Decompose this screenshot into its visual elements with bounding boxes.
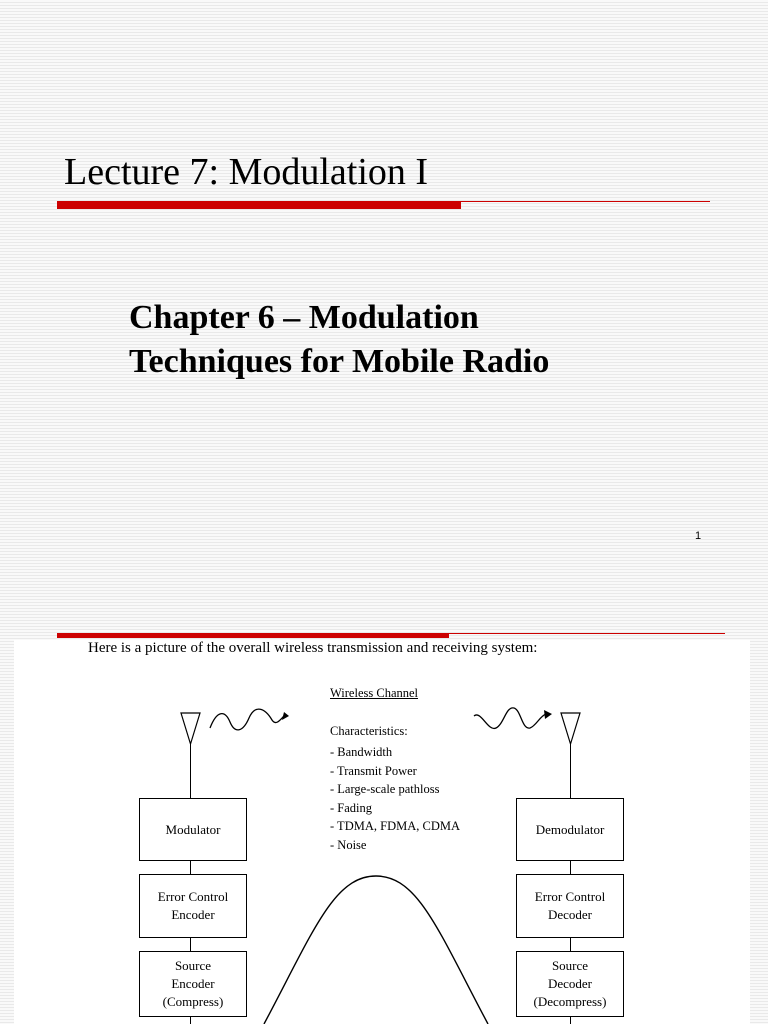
characteristic-item: - Transmit Power bbox=[330, 763, 417, 778]
error-control-decoder-box: Error Control Decoder bbox=[516, 874, 624, 938]
tx-antenna-icon bbox=[181, 713, 200, 744]
error-control-encoder-box: Error Control Encoder bbox=[139, 874, 247, 938]
characteristics-list bbox=[330, 743, 460, 854]
rx-antenna-icon bbox=[561, 713, 580, 744]
tx-wave-icon bbox=[210, 709, 284, 730]
characteristic-item: - TDMA, FDMA, CDMA bbox=[330, 819, 460, 833]
tx-wave-arrow-icon bbox=[282, 712, 289, 720]
channel-title: Wireless Channel bbox=[330, 686, 419, 700]
lecture-title: Lecture 7: Modulation I bbox=[64, 151, 429, 193]
chapter-title bbox=[129, 296, 689, 384]
rx-wave-icon bbox=[474, 708, 546, 729]
modulator-box: Modulator bbox=[139, 798, 247, 861]
page-number: 1 bbox=[695, 530, 702, 542]
characteristic-item: - Bandwidth bbox=[330, 745, 393, 759]
characteristic-item: - Noise bbox=[330, 837, 367, 852]
source-decoder-box: Source Decoder (Decompress) bbox=[516, 951, 624, 1017]
title-underline-bar bbox=[57, 201, 461, 209]
rx-wave-arrow-icon bbox=[544, 710, 552, 719]
intro-text: Here is a picture of the overall wireless transmission and receiving system: bbox=[88, 640, 538, 656]
slide2-top-line bbox=[449, 633, 725, 634]
demodulator-box: Demodulator bbox=[516, 798, 624, 861]
slide2-top-bar bbox=[57, 633, 449, 638]
characteristics-heading: Characteristics: bbox=[330, 724, 408, 738]
chapter-title-line-1: Chapter 6 – Modulation bbox=[129, 299, 479, 336]
characteristic-item: - Fading bbox=[330, 800, 373, 815]
characteristic-item: - Large-scale pathloss bbox=[330, 782, 440, 796]
title-underline-line bbox=[461, 201, 710, 202]
system-diagram bbox=[14, 640, 750, 1024]
chapter-title-line-2: Techniques for Mobile Radio bbox=[129, 343, 550, 380]
source-encoder-box: Source Encoder (Compress) bbox=[139, 951, 247, 1017]
channel-curve bbox=[264, 876, 488, 1024]
